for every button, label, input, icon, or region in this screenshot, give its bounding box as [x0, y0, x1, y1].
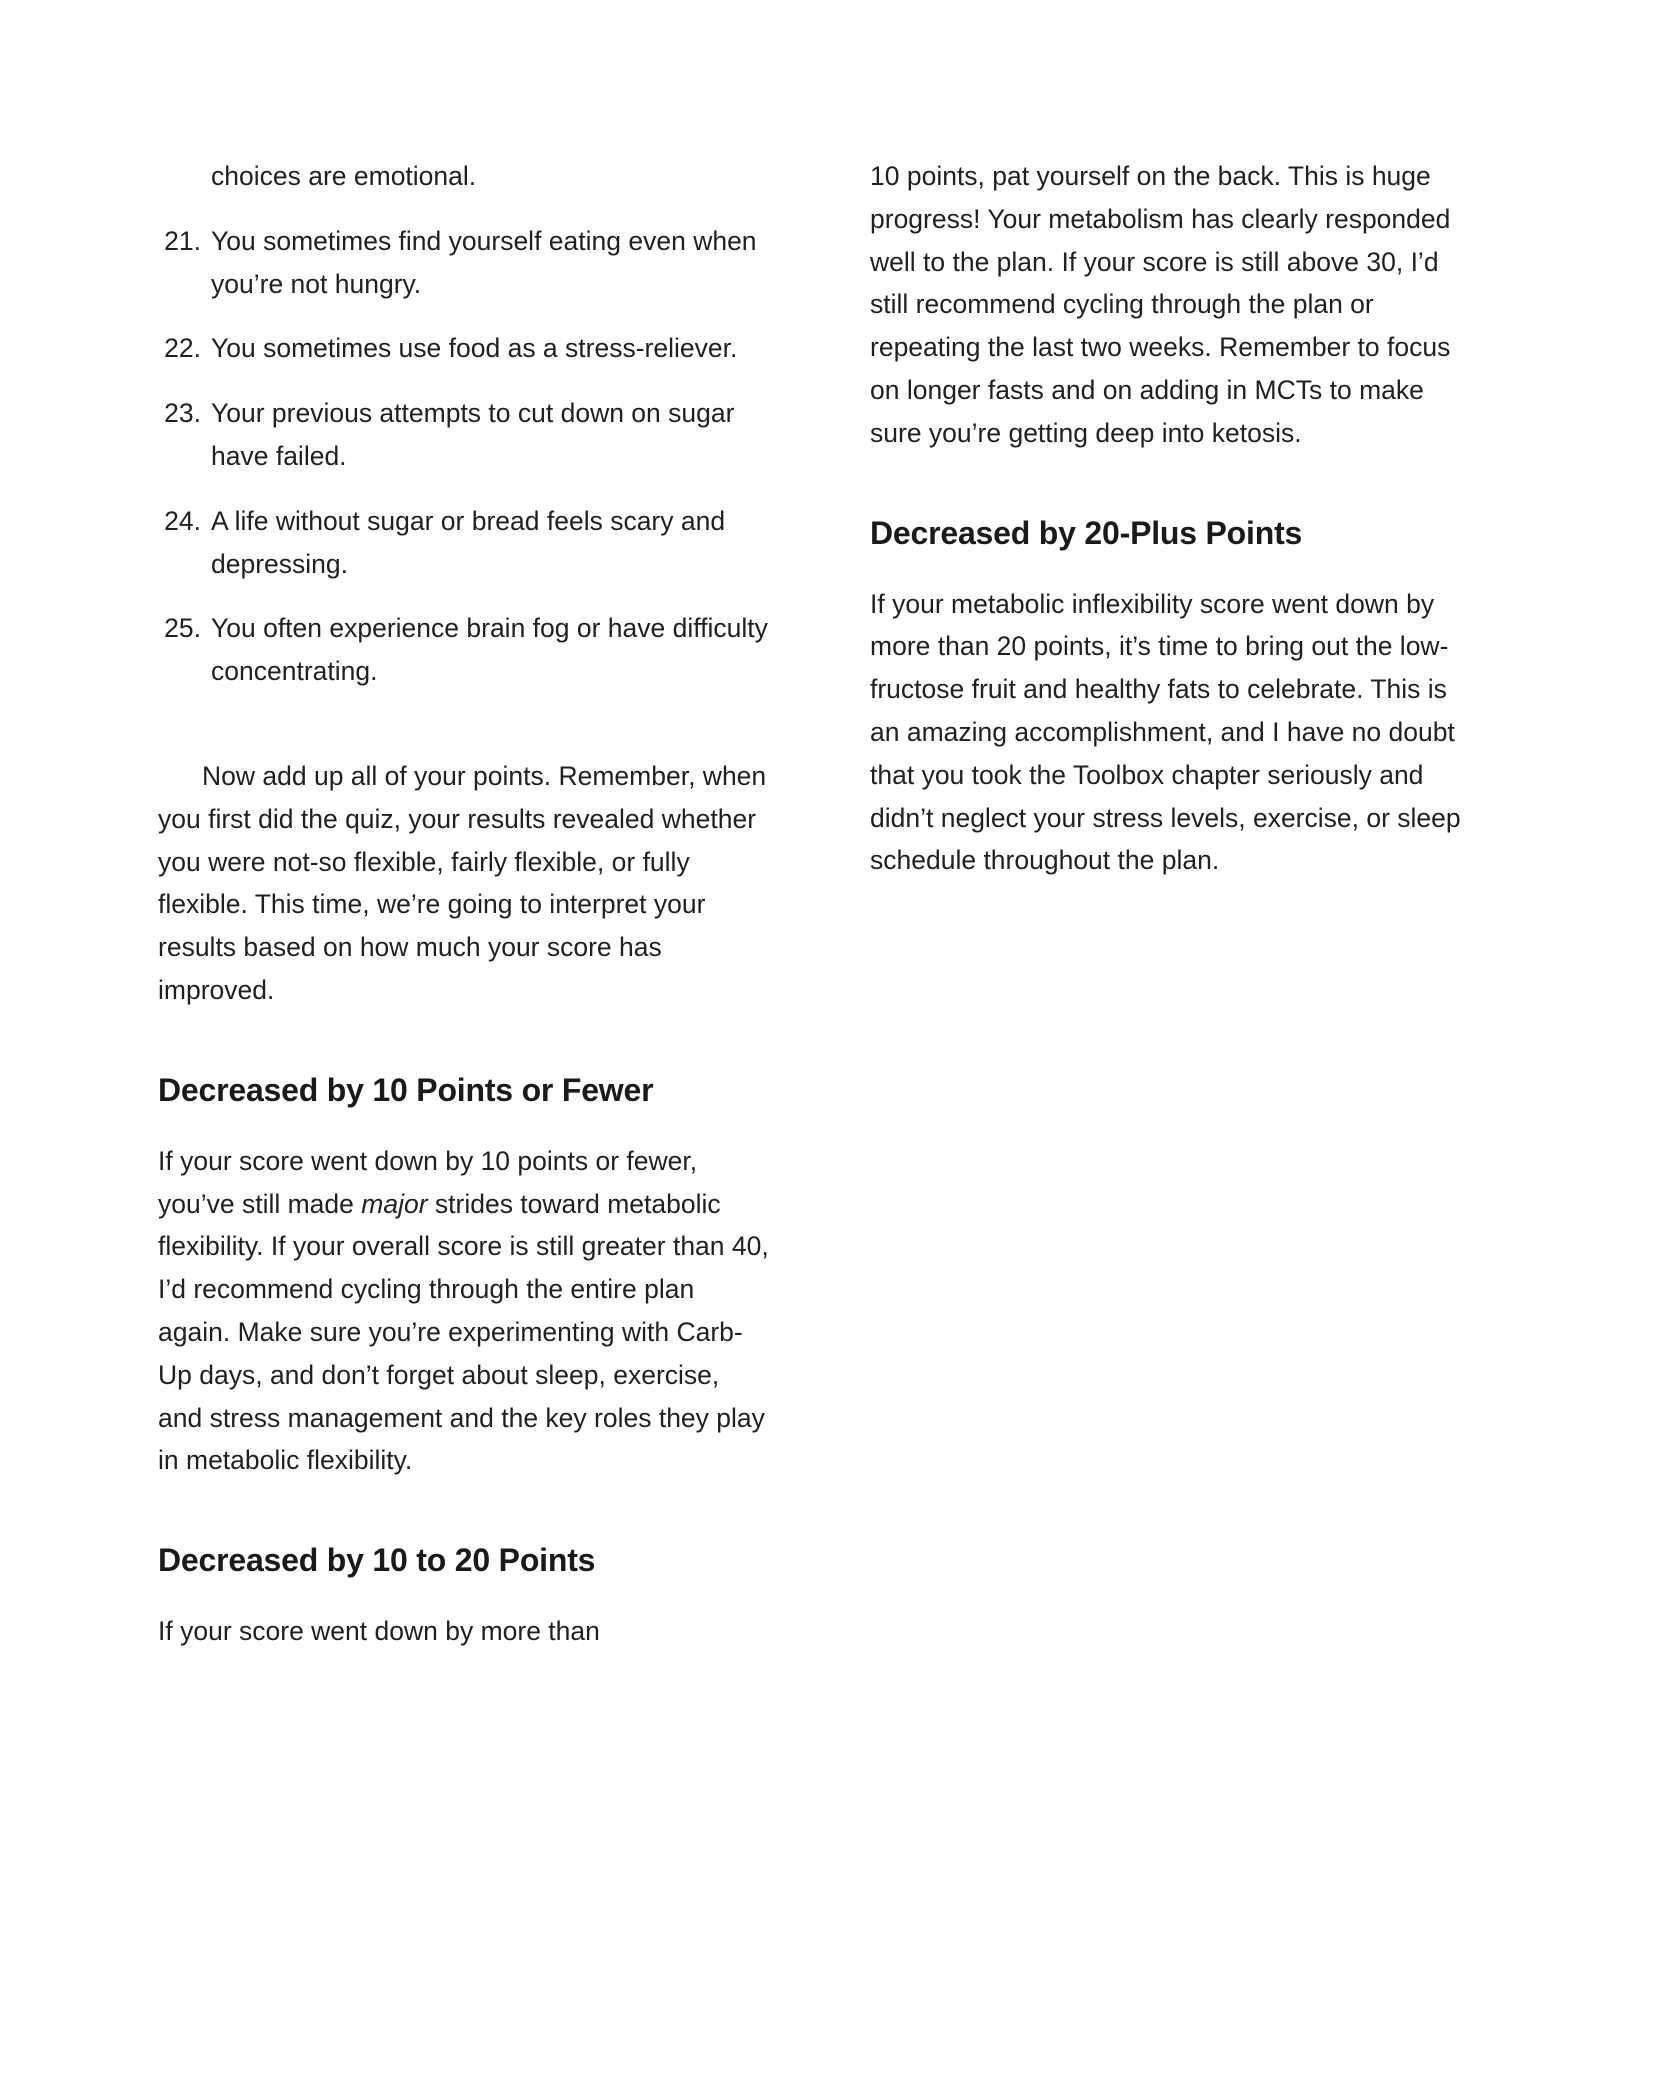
list-item [158, 220, 770, 306]
list-item-number: 22. [164, 333, 201, 364]
spacer [158, 1580, 770, 1610]
heading-decreased-20-plus: Decreased by 20-Plus Points [870, 514, 1303, 551]
list-item [158, 500, 770, 586]
list-item-label: Your previous attempts to cut down on sugar have failed. [211, 398, 735, 471]
right-column [870, 155, 1482, 882]
list-item-number: 23. [164, 398, 201, 429]
spacer [158, 1482, 770, 1540]
paragraph-continued-from-previous-page: 10 points, pat yourself on the back. This is huge progress! Your metabolism has clearly responded well to the plan. If your score is still above 30, I’d still recommend cycling through the plan or repeating the last two weeks. Remember to focus on longer fasts and on adding in MCTs to make sure you’re getting deep into ketosis. [870, 161, 1451, 448]
emphasis-major: major [361, 1188, 428, 1219]
quiz-question-list [158, 220, 770, 693]
paragraph-decreased-20-plus: If your metabolic inflexibility score went down by more than 20 points, it’s time to bring out the low-fructose fruit and healthy fats to celebrate. This is an amazing accomplishment, and I have no doubt that you took the Toolbox chapter seriously and didn’t neglect your stress levels, exercise, or sleep schedule throughout the plan. [870, 588, 1461, 876]
list-item [158, 392, 770, 478]
spacer [158, 198, 770, 220]
list-item-label: A life without sugar or bread feels scary and depressing. [211, 505, 726, 579]
spacer [870, 455, 1482, 513]
left-column [158, 155, 770, 1653]
paragraph-decreased-10-or-fewer [158, 1140, 770, 1482]
paragraph-decreased-10-to-20: If your score went down by more than [158, 1616, 600, 1647]
spacer [158, 693, 770, 755]
list-item [158, 607, 770, 693]
heading-decreased-10-to-20: Decreased by 10 to 20 Points [158, 1542, 596, 1579]
paragraph-text-part-1: If your score went down by 10 points or fewer, you’ve still made [158, 1145, 698, 1219]
spacer [870, 553, 1482, 583]
list-item-number: 25. [164, 613, 201, 644]
list-item [158, 327, 770, 370]
spacer [158, 1110, 770, 1140]
list-item-number: 24. [164, 505, 201, 536]
heading-decreased-10-or-fewer: Decreased by 10 Points or Fewer [158, 1071, 654, 1108]
orphan-line-from-item-20: choices are emotional. [211, 161, 477, 191]
summary-paragraph: Now add up all of your points. Remember, when you first did the quiz, your results revealed whether you were not-so flexible, fairly flexible, or fully flexible. This time, we’re going to interpret your results based on how much your score has improved. [158, 760, 767, 1005]
list-item-number: 21. [164, 225, 201, 256]
list-item-label: You sometimes use food as a stress-reliever. [211, 333, 738, 364]
list-item-label: You often experience brain fog or have difficulty concentrating. [211, 613, 768, 687]
list-item-label: You sometimes find yourself eating even when you’re not hungry. [211, 225, 757, 299]
paragraph-text-part-2: strides toward metabolic flexibility. If your overall score is still greater than 40, I’d recommend cycling through the entire plan again. Make sure you’re experimenting with Carb-Up days, and don’t forget about sleep, exercise, and stress management and the key roles they play in metabolic flexibility. [158, 1188, 769, 1476]
spacer [158, 1012, 770, 1070]
two-column-layout [158, 155, 1483, 1653]
